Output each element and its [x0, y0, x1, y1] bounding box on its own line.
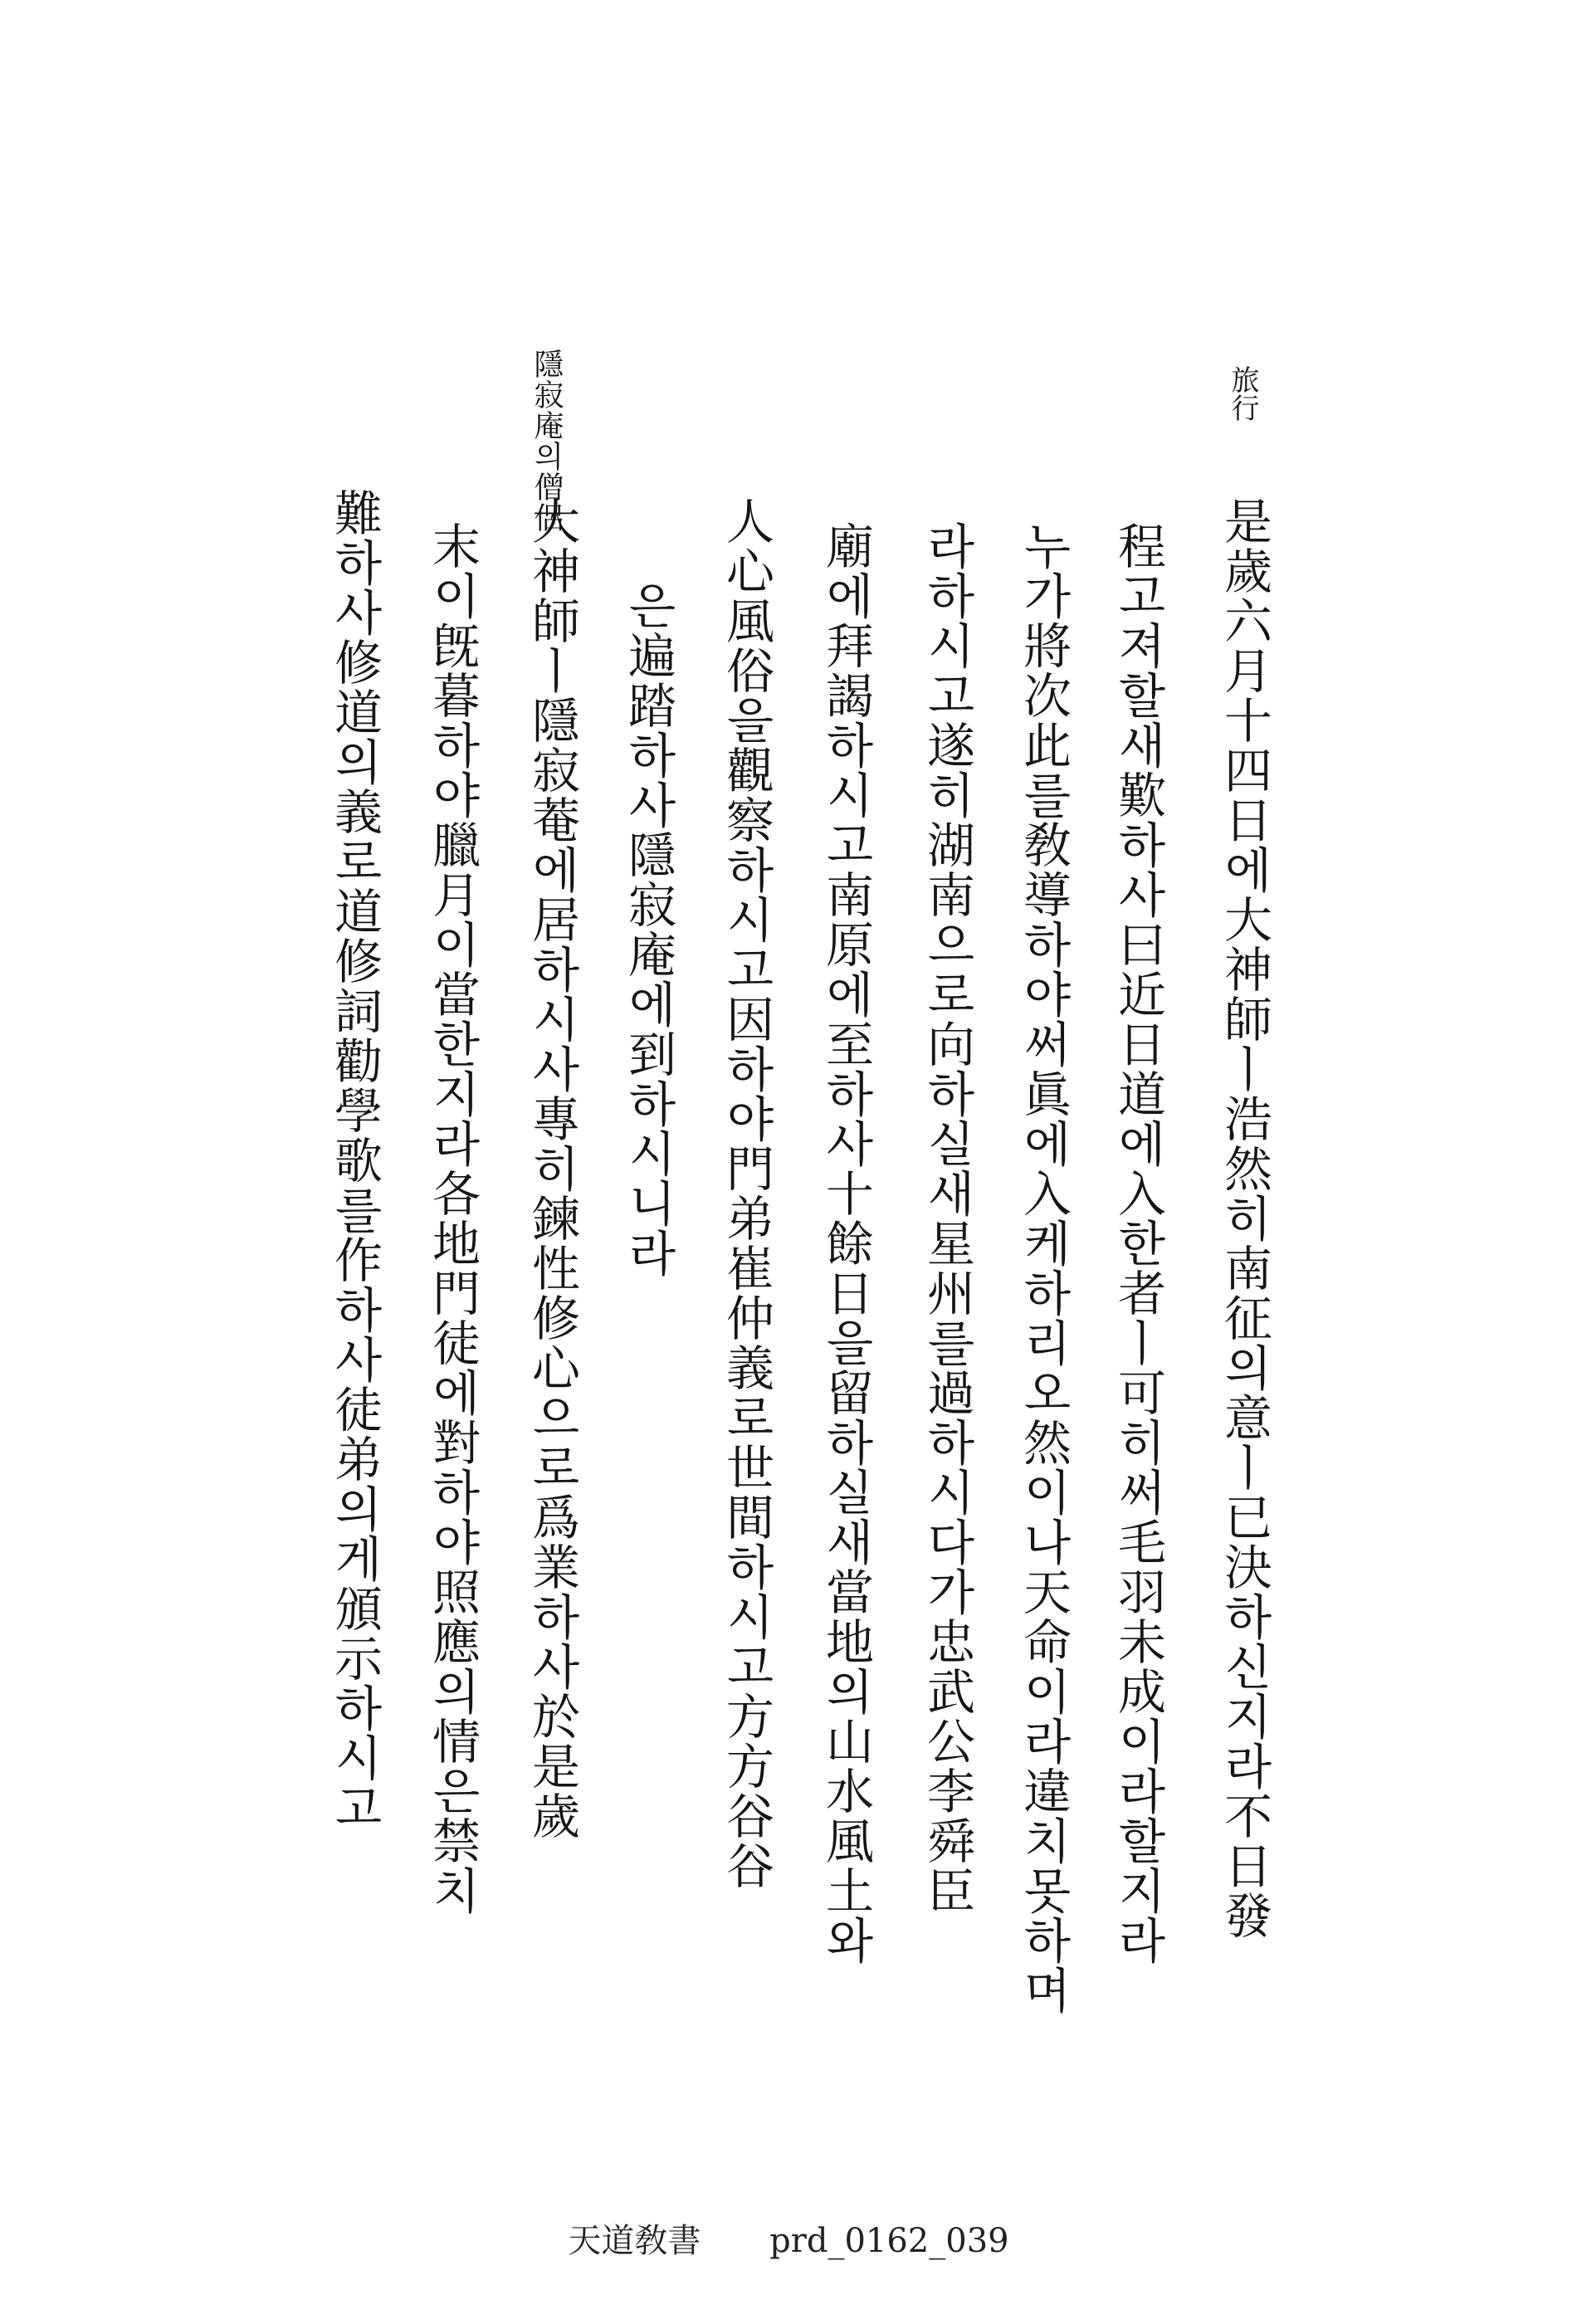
footer-title: 天道敎書	[568, 2222, 701, 2260]
text-column-1: 是歲六月十四日에大神師ㅣ浩然히南征의意ㅣ已決하신지라不日發	[1216, 496, 1272, 1941]
text-column-5: 廟에拜謁하시고南原에至하사十餘日을留하실새當地의山水風土와	[818, 521, 874, 1965]
text-column-9: 末이旣暮하야臘月이當한지라各地門徒에對하야照應의情은禁치	[424, 521, 481, 1916]
text-column-6: 人心風俗을觀察하시고因하야門弟崔仲義로世間하시고方方谷谷	[718, 496, 774, 1891]
text-column-10: 難하사修道의義로道修詞勸學歌를作하사徒弟의게頒示하시고	[326, 488, 383, 1833]
footer-id: prd_0162_039	[769, 2222, 1009, 2260]
text-column-8: 大神師ㅣ隱寂菴에居하시사專히鍊性修心으로爲業하사於是歲	[524, 496, 580, 1841]
side-note: 隱寂庵의僧侶	[530, 349, 564, 533]
footer-caption	[0, 2214, 1577, 2262]
section-label: 旅行	[1226, 365, 1259, 422]
text-column-7: 은遍踏하사隱寂庵에到하시니라	[620, 581, 676, 1278]
text-column-3: 누가將次此를敎導하야써眞에入케하리오然이나天命이라違치못하며	[1015, 521, 1072, 2015]
text-column-2: 程고져할새歎하사曰近日道에入한者ㅣ可히써毛羽未成이라할지라	[1110, 521, 1166, 1965]
text-column-4: 라하시고遂히湖南으로向하실새星州를過하시다가忠武公李舜臣	[919, 521, 975, 1916]
